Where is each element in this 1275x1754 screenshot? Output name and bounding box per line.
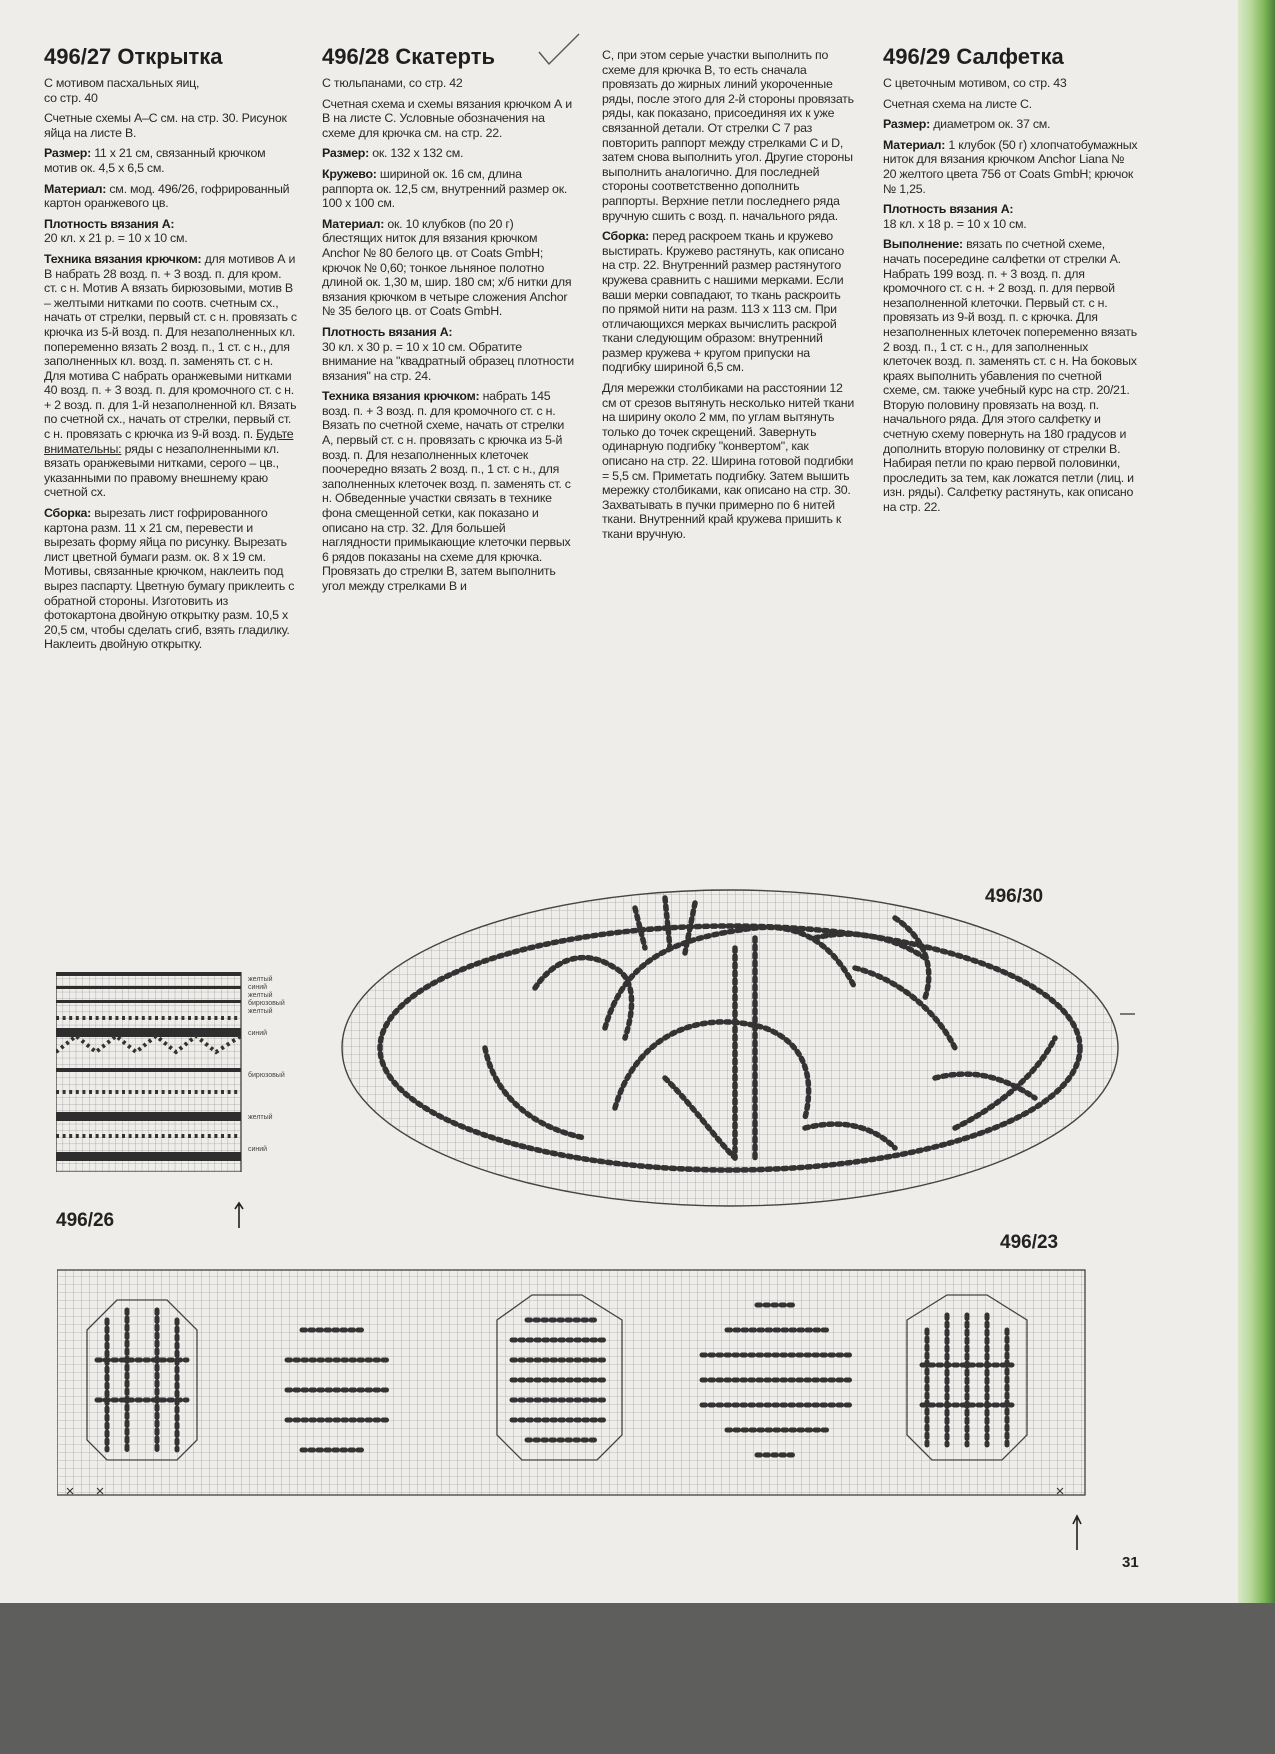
color-legend	[248, 976, 308, 1154]
subtitle: С цветочным мотивом, со стр. 43	[883, 76, 1067, 90]
column-496-29	[883, 40, 1138, 521]
technique-label: Техника вязания крючком:	[322, 389, 480, 404]
figure-label-496-30: 496/30	[985, 886, 1044, 907]
size-label: Размер:	[883, 117, 930, 132]
legend-item: бирюзовый	[248, 1072, 285, 1079]
page-number: 31	[1122, 1554, 1139, 1571]
technique-label: Техника вязания крючком:	[44, 251, 202, 266]
material-text: ок. 10 клубков (по 20 г) блестящих ниток для вязания крючком Anchor № 80 белого цв. от Coats GmbH; крючок № 0,60; тонкое льняное полотно длиной ок. 1,30 м, шир. 180 см; х/б нитки для вязания крючком в четыре сложения Anchor № 35 белого цв. от Coats GmbH.	[322, 216, 572, 319]
size-text: 11 x 21 см, связанный крючком мотив ок. 4,5 x 6,5 см.	[44, 146, 266, 175]
size-text: диаметром ок. 37 см.	[933, 117, 1051, 132]
material-paragraph	[322, 217, 576, 319]
execution-paragraph	[883, 237, 1138, 514]
assembly-label: Сборка:	[602, 229, 650, 244]
title-496-29: 496/29 Салфетка	[883, 44, 1064, 69]
density-text: 20 кл. x 21 р. = 10 x 10 см.	[44, 231, 188, 246]
technique-paragraph	[44, 252, 297, 500]
legend-item: желтый	[248, 992, 273, 999]
legend-item: бирюзовый	[248, 1000, 285, 1007]
eggs-chart-496-23	[57, 1260, 1087, 1560]
material-label: Материал:	[44, 181, 107, 196]
assembly-label: Сборка:	[44, 506, 92, 521]
material-label: Материал:	[883, 137, 946, 152]
assembly-text: вырезать лист гофрированного картона разм. 11 x 21 см, перевести и вырезать форму яйца по рисунку. Вырезать лист цветной бумаги разм. ок. 8 x 19 см. Мотивы, связанные крючком, наклеить под вырез паспарту. Цветную бумагу приклеить с обратной стороны. Изготовить из фотокартона двойную открытку разм. 10,5 x 20,5 см, чтобы сделать сгиб, взять гладилку. Наклеить двойную открытку.	[44, 506, 295, 652]
legend-item: желтый	[248, 1114, 273, 1121]
paragraph: Для мережки столбиками на расстоянии 12 см от срезов вытянуть несколько нитей ткани на ширину около 2 мм, по углам вытянуть только до точек скрещений. Завернуть одинарную подгибку "конвертом", как описано на стр. 22. Ширина готовой подгибки = 5,5 см. Приметать подгибку. Затем вышить мережку столбиками, как описано на стр. 30. Захватывать в пучки примерно по 6 нитей ткани. Внутренний край кружева пришить к ткани вручную.	[602, 381, 855, 541]
paragraph: С, при этом серые участки выполнить по схеме для крючка В, то есть сначала провязать до жирных линий укороченные ряды, после этого для 2-й стороны провязать ряды, как показано, присоединяя их к уже связанной детали. От стрелки С 7 раз повторить раппорт между стрелками С и D, затем снова выполнить угол. Другие стороны выполнить аналогично. Для последней стороны соответственно дополнить раппорты. Верхние петли последнего ряда вручную сшить с возд. п. начального ряда.	[602, 48, 854, 223]
legend-item: желтый	[248, 1008, 273, 1015]
size-label: Размер:	[44, 146, 91, 161]
striped-chart-496-26	[56, 972, 246, 1172]
page-edge-green	[1238, 0, 1275, 1603]
subtitle-page: со стр. 40	[44, 90, 98, 105]
material-text: см. мод. 496/26, гофрированный картон оранжевого цв.	[44, 181, 290, 211]
attention-label: Будьте внимательны:	[44, 427, 294, 456]
size-paragraph	[322, 146, 576, 161]
density-text: 30 кл. x 30 р. = 10 x 10 см. Обратите внимание на "квадратный образец плотности вязания" на стр. 24.	[322, 339, 574, 383]
subtitle: С мотивом пасхальных яиц,	[44, 76, 200, 90]
execution-text: вязать по счетной схеме, начать посередине салфетки от стрелки А. Набрать 199 возд. п. + 3 возд. п. для кромочного ст. с н. + 2 возд. п. для первой незаполненной клеточки. Первый ст. с н. провязать из 9-й возд. п. с крючка. Для незаполненных клеточек попеременно вязать 2 возд. п., 1 ст. с н., для заполненных клеточек возд. п. заменять ст. с н. На боковых краях выполнить убавления по счетной схеме, см. также учебный курс на стр. 20/21. Вторую половину провязать на возд. п. начального ряда. Для этого салфетку и счетную схему повернуть на 180 градусов и дополнить вторую половинку от стрелки В. Набирая петли по краю первой половинки, проследить за тем, как ложатся петли (лиц. и изн. ряды). Салфетку растянуть, как описано на стр. 22.	[883, 237, 1137, 515]
technique-text: для мотивов А и В набрать 28 возд. п. + 3 возд. п. для кром. ст. с н. Мотив А вязать бирюзовыми, мотив В – желтыми нитками по соотв. счетным сх., начать от стрелки, первый ст. с н. провязать с крючка из 5-й возд. п. Для незаполненных кл. попеременно вязать 2 возд. п., 1 ст. с н., для заполненных кл. возд. п. заменять ст. с н. Для мотива С набрать оранжевыми нитками 40 возд. п. + 3 возд. п. для кромочного ст. с н. + 2 возд. п. для 1-й незаполненной кл. Вязать по счетной сх., начать от стрелки, первый ст. с н. провязать с крючка из 9-й возд. п.	[44, 251, 297, 442]
material-label: Материал:	[322, 216, 385, 231]
lace-text: шириной ок. 16 см, длина раппорта ок. 12,5 см, внутренний размер ок. 100 x 100 см.	[322, 166, 568, 211]
paragraph: Счетная схема на листе С.	[883, 96, 1032, 111]
column-continued	[602, 48, 856, 548]
paragraph: Счетные схемы А–С см. на стр. 30. Рисунок яйца на листе В.	[44, 111, 287, 140]
material-paragraph	[883, 138, 1138, 196]
title-496-28: 496/28 Скатерть	[322, 44, 495, 69]
size-text: ок. 132 x 132 см.	[372, 146, 464, 161]
size-paragraph	[44, 146, 297, 175]
attention-text: ряды с незаполненными кл. вязать оранжевыми нитками, серого – цв., указанными по правому внешнему краю счетной сх.	[44, 441, 280, 500]
material-text: 1 клубок (50 г) хлопчатобумажных ниток для вязания крючком Anchor Liana № 20 желтого цвета 756 от Coats GmbH; крючок № 1,25.	[883, 137, 1138, 196]
arrow-up-icon	[232, 1200, 246, 1230]
density-label: Плотность вязания А:	[44, 216, 175, 231]
density-paragraph	[322, 325, 576, 383]
figure-label-496-26: 496/26	[56, 1210, 115, 1231]
check-mark-icon	[535, 30, 585, 70]
title-496-27: 496/27 Открытка	[44, 44, 223, 69]
execution-label: Выполнение:	[883, 237, 963, 252]
density-paragraph	[883, 202, 1138, 231]
legend-item: синий	[248, 984, 268, 991]
assembly-paragraph	[602, 229, 856, 375]
density-text: 18 кл. x 18 р. = 10 x 10 см.	[883, 216, 1027, 231]
lace-label: Кружево:	[322, 166, 377, 181]
density-paragraph	[44, 217, 297, 246]
technique-text: набрать 145 возд. п. + 3 возд. п. для кромочного ст. с н. Вязать по счетной схеме, начать от стрелки А, первый ст. с н. провязать с крючка из 5-й возд. п. Для незаполненных клеточек поочередно вязать 2 возд. п., 1 ст. с н., для заполненных клеточек возд. п. заменять ст. с н. Обведенные участки связать в технике фона смещенной сетки, как показано и описано на стр. 32. Для большей наглядности примыкающие клеточки первых 6 рядов показаны на схеме для крючка. Провязать до стрелки В, затем выполнить угол между стрелками В и	[322, 389, 571, 593]
paragraph: Счетная схема и схемы вязания крючком А и В на листе С. Условные обозначения на схеме для крючка см. на стр. 22.	[322, 96, 572, 140]
scan-background	[0, 1603, 1275, 1754]
lace-paragraph	[322, 167, 576, 211]
legend-item: синий	[248, 1146, 268, 1153]
column-496-28	[322, 40, 576, 600]
technique-paragraph	[322, 389, 576, 593]
density-label: Плотность вязания А:	[883, 202, 1014, 217]
subtitle: С тюльпанами, со стр. 42	[322, 76, 463, 90]
density-label: Плотность вязания А:	[322, 324, 453, 339]
assembly-paragraph	[44, 506, 297, 652]
column-496-27	[44, 40, 297, 658]
legend-item: желтый	[248, 976, 273, 983]
size-paragraph	[883, 117, 1138, 132]
size-label: Размер:	[322, 146, 369, 161]
legend-item: синий	[248, 1030, 268, 1037]
oval-filet-chart	[335, 878, 1135, 1228]
material-paragraph	[44, 182, 297, 211]
assembly-text: перед раскроем ткань и кружево выстирать. Кружево растянуть, как описано на стр. 22. Внутренний размер растянутого кружева сравнить с нашими мерками. Если ваши мерки совпадают, то ткань раскроить по прямой нити на разм. 113 x 113 см. При отличающихся мерках вычислить раскрой ткани следующим образом: внутренний размер кружева + кругом припуски на подгибку шириной 6,5 см.	[602, 229, 845, 375]
figure-label-496-23: 496/23	[1000, 1232, 1059, 1253]
